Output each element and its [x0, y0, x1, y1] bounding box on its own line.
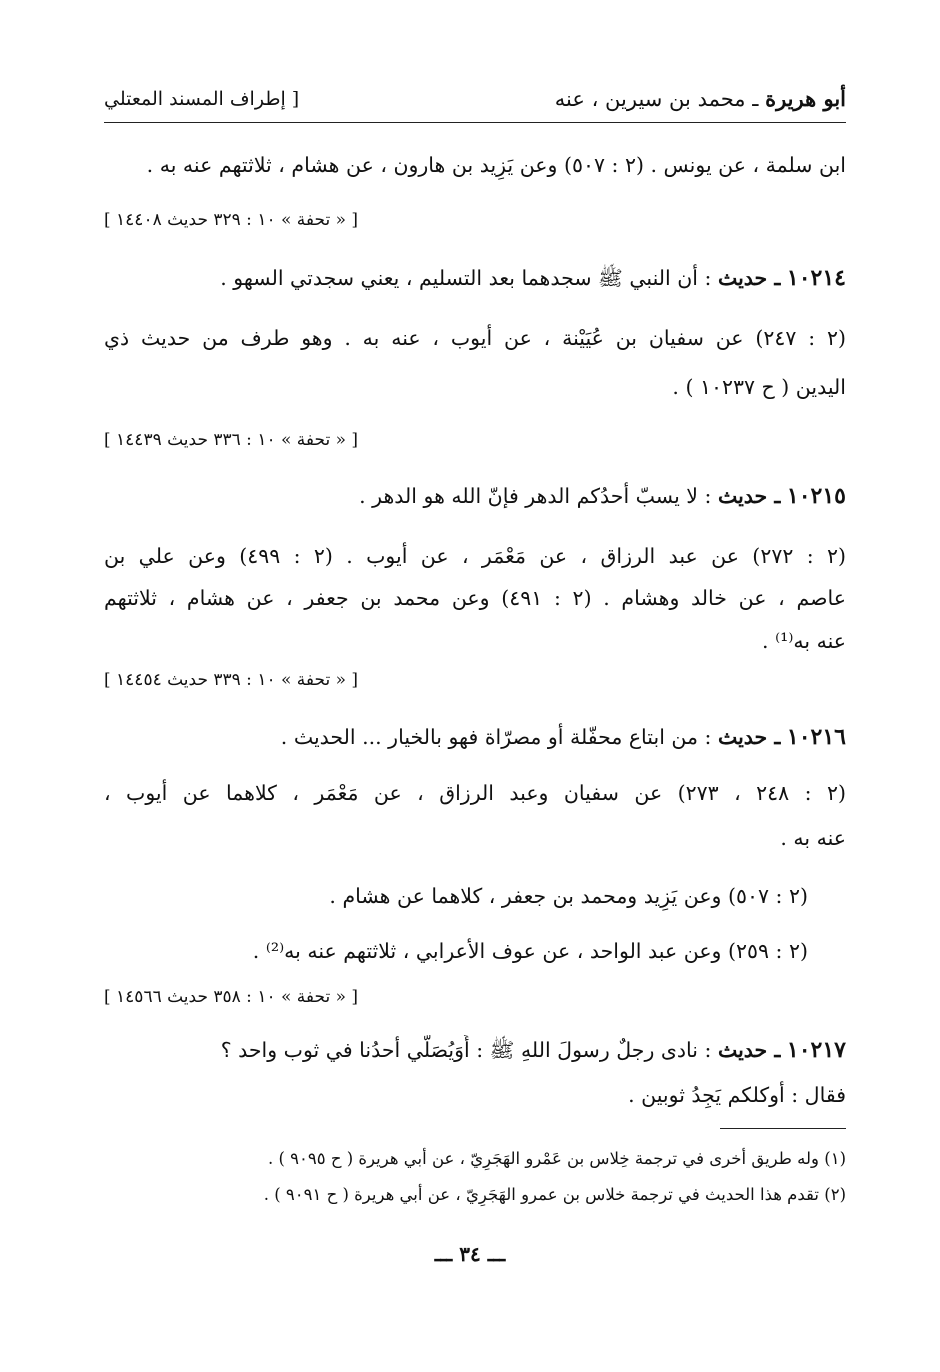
header-chapter-sub: ـ محمد بن سيرين ، عنه [554, 87, 759, 111]
text-line: (٢ : ٥٠٧) وعن يَزِيد ومحمد بن جعفر ، كلاهما عن هشام . [329, 884, 808, 908]
tuhfa-reference: [ « تحفة » ١٠ : ٣٣٩ حديث ١٤٤٥٤ ] [104, 670, 359, 690]
hadith-keyword: ـ حديث [717, 1038, 781, 1062]
hadith-10217-heading [104, 1035, 846, 1065]
hadith-number: ١٠٢١٦ [786, 724, 846, 750]
hadith-text: : لا يسبّ أحدُكم الدهر فإنّ الله هو الدهر . [359, 484, 712, 508]
hadith-number: ١٠٢١٥ [786, 483, 846, 509]
footnote-divider [720, 1128, 846, 1129]
hadith-number: ١٠٢١٤ [786, 265, 846, 291]
hadith-10214-heading [104, 263, 846, 293]
text-line: ابن سلمة ، عن يونس . (٢ : ٥٠٧) وعن يَزِيد بن هارون ، عن هشام ، ثلاثتهم عنه به . [146, 153, 846, 177]
hadith-text: : أن النبي ﷺ سجدهما بعد التسليم ، يعني سجدتي السهو . [220, 266, 712, 290]
header-chapter [555, 86, 846, 111]
tuhfa-reference: [ « تحفة » ١٠ : ٣٥٨ حديث ١٤٥٦٦ ] [104, 987, 359, 1007]
hadith-10216-heading [104, 722, 846, 752]
text-line: عنه به⁽¹⁾ . [762, 629, 846, 653]
hadith-text: : نادى رجلٌ رسولَ اللهِ ﷺ : أَوَيُصَلّي أحدُنا في ثوب واحد ؟ [220, 1038, 712, 1062]
tuhfa-reference: [ « تحفة » ١٠ : ٣٢٩ حديث ١٤٤٠٨ ] [104, 210, 359, 230]
header-chapter-title: أبو هريرة [765, 86, 846, 111]
footnote-2: (٢) تقدم هذا الحديث في ترجمة خلاس بن عمرو الهَجَرِيّ ، عن أبي هريرة ( ح ٩٠٩١ ) . [263, 1185, 846, 1204]
hadith-number: ١٠٢١٧ [786, 1037, 846, 1063]
header-book-title: [ إطراف المسند المعتلي [104, 88, 300, 110]
text-line: عاصم ، عن خالد وهشام . (٢ : ٤٩١) وعن محمد بن جعفر ، عن هشام ، ثلاثتهم [104, 586, 846, 610]
tuhfa-reference: [ « تحفة » ١٠ : ٣٣٦ حديث ١٤٤٣٩ ] [104, 430, 359, 450]
hadith-10215-heading [104, 481, 846, 511]
hadith-keyword: ـ حديث [717, 725, 781, 749]
footnote-1: (١) وله طريق أخرى في ترجمة خِلاس بن عَمْرو الهَجَرِيّ ، عن أبي هريرة ( ح ٩٠٩٥ ) . [267, 1149, 846, 1168]
running-header [104, 84, 846, 123]
text-line: (٢ : ٢٤٧) عن سفيان بن عُيَيْنة ، عن أيوب ، عنه به . وهو طرف من حديث ذي [104, 326, 846, 350]
text-line: فقال : أوكلكم يَجِدُ ثوبين . [628, 1083, 846, 1107]
page-number: ـــ ٣٤ ـــ [434, 1242, 506, 1266]
hadith-keyword: ـ حديث [717, 484, 781, 508]
text-line: اليدين ( ح ١٠٢٣٧ ) . [672, 375, 846, 399]
text-line: (٢ : ٢٧٢) عن عبد الرزاق ، عن مَعْمَر ، عن أيوب . (٢ : ٤٩٩) وعن علي بن [104, 544, 846, 568]
text-line: عنه به . [780, 826, 846, 850]
text-line: (٢ : ٢٥٩) وعن عبد الواحد ، عن عوف الأعرابي ، ثلاثتهم عنه به⁽²⁾ . [252, 939, 808, 963]
hadith-text: : من ابتاع محفّلة أو مصرّاة فهو بالخيار ... الحديث . [280, 725, 712, 749]
hadith-keyword: ـ حديث [717, 266, 781, 290]
text-line: (٢ : ٢٤٨ ، ٢٧٣) عن سفيان وعبد الرزاق ، عن مَعْمَر ، كلاهما عن أيوب ، [104, 781, 846, 805]
